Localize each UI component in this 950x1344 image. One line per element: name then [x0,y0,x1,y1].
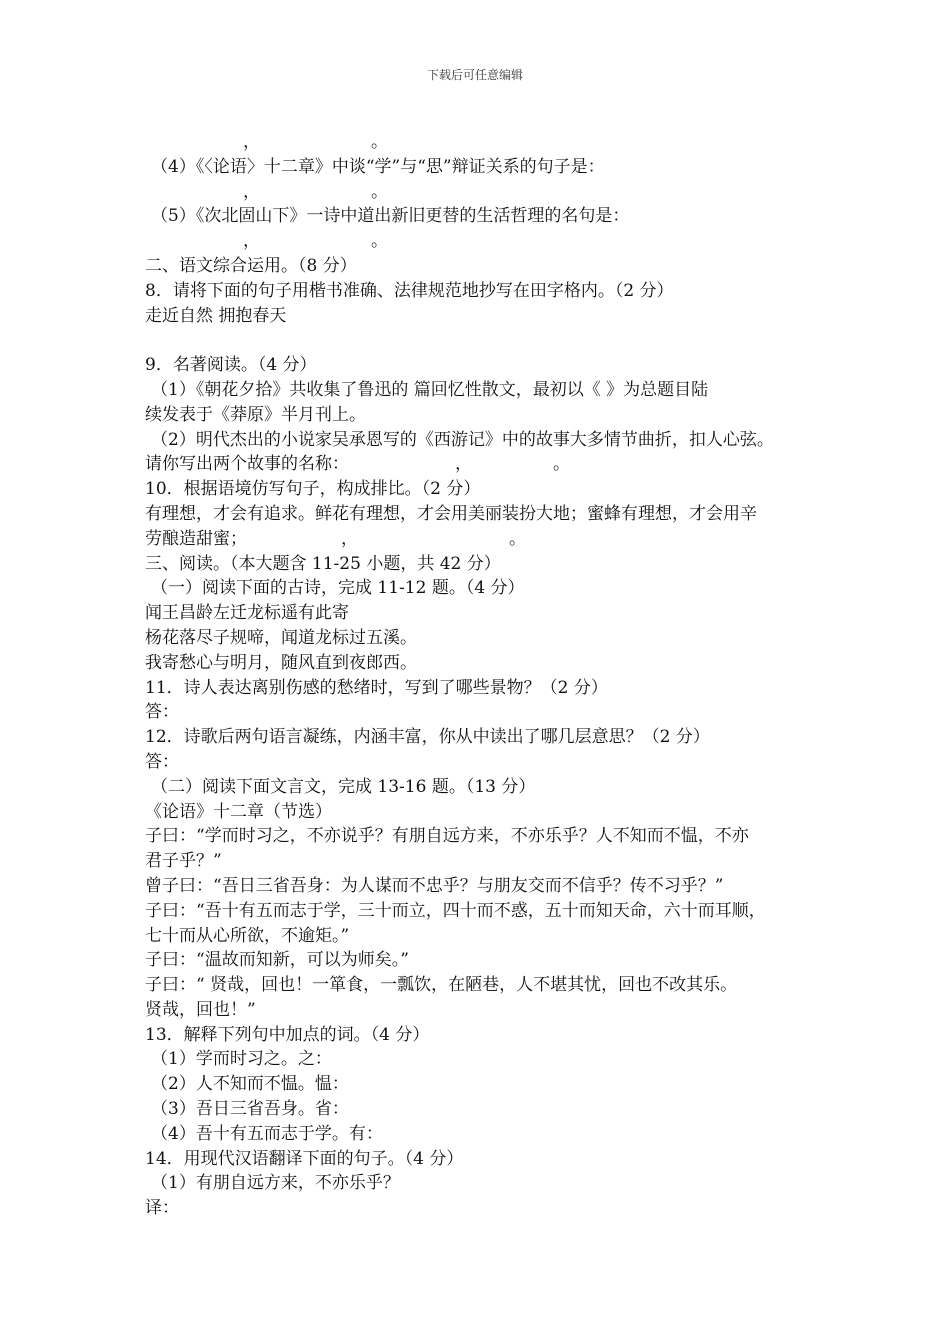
answer-label: 答： [145,751,179,772]
translation-label: 译： [145,1198,179,1219]
blank-line [145,130,825,155]
question-9-2-prompt: 请你写出两个故事的名称： [145,454,349,475]
classical-text-5-cont: 贤哉，回也！” [145,999,256,1020]
classical-text-2: 曾子曰：“吾日三省吾身：为人谋而不忠乎？与朋友交而不信乎？传不习乎？” [145,875,724,896]
poem-title: 闻王昌龄左迁龙标遥有此寄 [145,603,349,624]
question-13-4: （4）吾十有五而志于学。有： [151,1123,383,1144]
blank-comma: ， [455,454,472,475]
question-13: 13．解释下列句中加点的词。（4 分） [145,1024,430,1045]
blank-period: 。 [553,454,570,475]
section-2-heading: 二、语文综合运用。（8 分） [145,255,357,276]
blank-comma: ， [243,132,260,152]
document-body [145,130,825,1221]
question-10-text-cont: 劳酿造甜蜜； [145,528,247,549]
blank-comma: ， [341,528,358,549]
classical-text-5: 子曰：“ 贤哉，回也！一箪食，一瓢饮，在陋巷，人不堪其忧，回也不改其乐。 [145,975,738,996]
classical-text-3-cont: 七十而从心所欲，不逾矩。” [145,925,350,946]
blank-period: 。 [371,181,388,202]
question-8: 8．请将下面的句子用楷书准确、法律规范地抄写在田字格内。（2 分） [145,280,674,301]
question-14-1: （1）有朋自远方来，不亦乐乎？ [151,1173,400,1194]
blank-comma: ， [243,181,260,202]
blank-period: 。 [509,528,526,549]
question-9: 9．名著阅读。（4 分） [145,355,317,376]
classical-text-1-cont: 君子乎？” [145,851,222,872]
question-8-text: 走近自然 拥抱春天 [145,305,287,326]
blank-period: 。 [371,231,388,252]
part-1-heading: （一）阅读下面的古诗，完成 11-12 题。（4 分） [151,578,525,599]
answer-label: 答： [145,702,179,723]
question-9-1: （1）《朝花夕拾》共收集了鲁迅的 篇回忆性散文，最初以《 》为总题目陆 [151,379,709,400]
question-13-1: （1）学而时习之。之： [151,1049,332,1070]
blank-line [145,229,825,254]
question-10-answer-line [145,527,825,552]
poem-line-1: 杨花落尽子规啼，闻道龙标过五溪。 [145,627,417,648]
question-10-text: 有理想，才会有追求。鲜花有理想，才会用美丽装扮大地；蜜蜂有理想，才会用辛 [145,503,757,524]
part-2-heading: （二）阅读下面文言文，完成 13-16 题。（13 分） [151,776,536,797]
section-3-heading: 三、阅读。（本大题含 11-25 小题，共 42 分） [145,553,501,574]
poem-line-2: 我寄愁心与明月，随风直到夜郎西。 [145,652,417,673]
blank-period: 。 [371,132,388,152]
question-14: 14．用现代汉语翻译下面的句子。（4 分） [145,1148,464,1169]
classical-text-1: 子曰：“学而时习之，不亦说乎？有朋自远方来，不亦乐乎？人不知而不愠，不亦 [145,826,749,847]
blank-line [145,180,825,205]
question-5: （5）《次北固山下》一诗中道出新旧更替的生活哲理的名句是： [151,206,630,227]
classical-text-title: 《论语》十二章（节选） [145,801,332,822]
question-13-3: （3）吾日三省吾身。省： [151,1099,349,1120]
spacer [145,328,825,353]
question-13-2: （2）人不知而不愠。愠： [151,1074,349,1095]
question-12: 12．诗歌后两句语言凝练，内涵丰富，你从中读出了哪几层意思？（2 分） [145,727,710,748]
question-9-2: （2）明代杰出的小说家吴承恩写的《西游记》中的故事大多情节曲折，扣人心弦。 [151,429,774,450]
question-4: （4）《〈论语〉十二章》中谈“学”与“思”辩证关系的句子是： [151,156,605,177]
question-10: 10．根据语境仿写句子，构成排比。（2 分） [145,479,481,500]
classical-text-4: 子曰：“温故而知新，可以为师矣。” [145,950,409,971]
question-9-2-answer-line [145,452,825,477]
question-9-1-cont: 续发表于《莽原》半月刊上。 [145,404,366,425]
blank-comma: ， [243,231,260,252]
classical-text-3: 子曰：“吾十有五而志于学，三十而立，四十而不惑，五十而知天命，六十而耳顺， [145,900,766,921]
question-11: 11．诗人表达离别伤感的愁绪时，写到了哪些景物？（2 分） [145,677,608,698]
page-header: 下载后可任意编辑 [426,68,523,82]
